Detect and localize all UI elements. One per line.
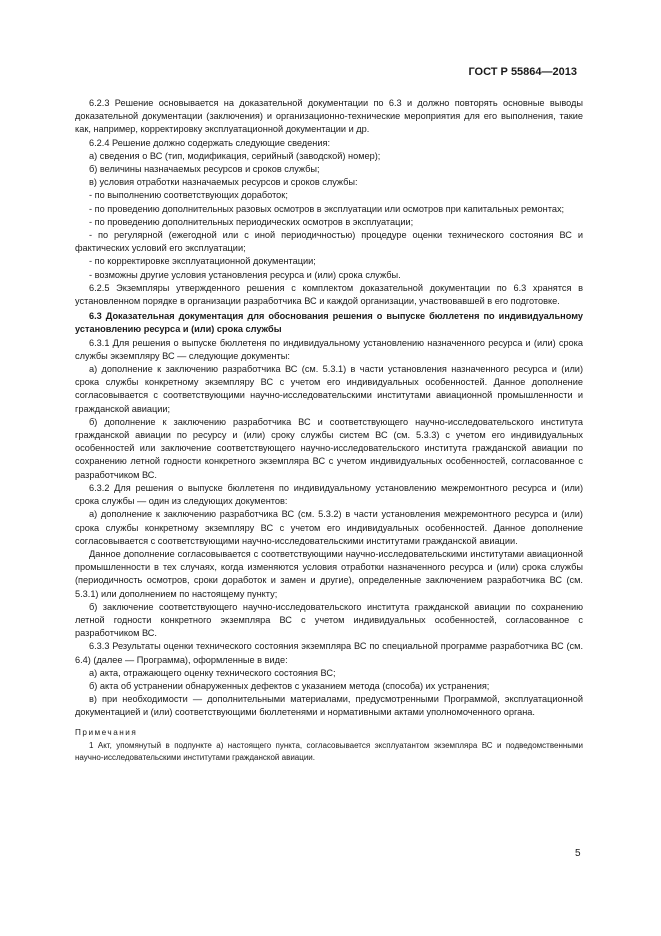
list-item: а) дополнение к заключению разработчика ВС (см. 5.3.2) в части установления межремонтного ресурса и (или) срока службы конкретному экземпляру ВС с учетом его индивидуальных особенностей. Данное дополнение согласовывается с соответствующими научно-исследовательскими институтами гражданской авиации.: [75, 509, 583, 546]
list-item: - по проведению дополнительных периодических осмотров в эксплуатации;: [89, 216, 414, 227]
list-item: в) условия отработки назначаемых ресурсов и сроков службы:: [89, 177, 358, 188]
list-item: а) сведения о ВС (тип, модификация, серийный (заводской) номер);: [89, 150, 381, 161]
list-item: б) дополнение к заключению разработчика ВС и соответствующего научно-исследовательского института гражданской авиации по ресурсу и (или) сроку службы систем ВС (см. 5.3.3) с учетом его индивидуальных особенностей или заключение соответствующего научно-исследовательского института гражданской авиации по сохранению летной годности конкретного экземпляра ВС с учетом индивидуальных особенностей, согласованное с разработчиком ВС.: [75, 416, 583, 480]
paragraph: Данное дополнение согласовывается с соответствующими научно-исследовательскими институтами авиационной промышленности в тех случаях, когда изменяются условия отработки назначенного ресурса и (или) срока службы (периодичность осмотров, сроки доработок и замен и другие), определенные заключением разработчика ВС (см. 5.3.1) или дополнением по настоящему пункту;: [75, 548, 583, 599]
note-item: 1 Акт, упомянутый в подпункте а) настоящего пункта, согласовывается эксплуатантом экземпляра ВС и подведомственными научно-исследовательскими институтами гражданской авиации.: [75, 740, 583, 762]
paragraph-6-2-4: 6.2.4 Решение должно содержать следующие сведения:: [89, 137, 331, 148]
list-item: - по проведению дополнительных разовых осмотров в эксплуатации или осмотров при капитальных ремонтах;: [89, 203, 565, 214]
paragraph-6-3-2: 6.3.2 Для решения о выпуске бюллетеня по индивидуальному установлению межремонтного ресурса и (или) срока службы — один из следующих документов:: [75, 482, 583, 507]
document-body: [75, 97, 583, 764]
paragraph-6-2-5: 6.2.5 Экземпляры утвержденного решения с комплектом доказательной документации по 6.3 хранятся в установленном порядке в организации разработчика ВС и каждой организации, участвовавшей в его подготовке.: [75, 282, 583, 307]
list-item: б) величины назначаемых ресурсов и сроков службы;: [89, 164, 320, 175]
list-item: - по корректировке эксплуатационной документации;: [89, 256, 316, 267]
section-heading-6-3: 6.3 Доказательная документация для обоснования решения о выпуске бюллетеня по индивидуальному установлению ресурса и (или) срока службы: [75, 311, 583, 335]
list-item: - по регулярной (ежегодной или с иной периодичностью) процедуре оценки технического состояния ВС и фактических условий его эксплуатации;: [75, 230, 583, 254]
list-item: б) заключение соответствующего научно-исследовательского института гражданской авиации по сохранению летной годности конкретного экземпляра ВС с учетом индивидуальных особенностей, согласованное с разработчиком ВС.: [75, 601, 583, 639]
page-number: 5: [575, 848, 581, 859]
paragraph-6-2-3: 6.2.3 Решение основывается на доказательной документации по 6.3 и должно повторять основные выводы доказательной документации (заключения) и организационно-технические мероприятия для его выполнения, такие как, например, корректировку эксплуатационной документации и др.: [75, 98, 583, 135]
list-item: - возможны другие условия установления ресурса и (или) срока службы.: [89, 269, 401, 280]
list-item: б) акта об устранении обнаруженных дефектов с указанием метода (способа) их устранения;: [89, 680, 490, 691]
notes-title: Примечания: [75, 727, 138, 737]
paragraph-6-3-3: 6.3.3 Результаты оценки технического состояния экземпляра ВС по специальной программе разработчика ВС (см. 6.4) (далее — Программа), оформленные в виде:: [75, 641, 583, 665]
list-item: а) дополнение к заключению разработчика ВС (см. 5.3.1) в части установления назначенного ресурса и (или) срока службы конкретному экземпляру ВС с учетом его индивидуальных особенностей. Данное дополнение согласовывается с соответствующими научно-исследовательскими институтами авиационной промышленности и гражданской авиации;: [75, 364, 583, 414]
list-item: - по выполнению соответствующих доработок;: [89, 190, 288, 201]
paragraph-6-3-1: 6.3.1 Для решения о выпуске бюллетеня по индивидуальному установлению назначенного ресурса и (или) срока службы экземпляру ВС — следующие документы:: [75, 337, 583, 361]
document-header: ГОСТ Р 55864—2013: [468, 66, 577, 78]
list-item: а) акта, отражающего оценку технического состояния ВС;: [89, 667, 336, 678]
list-item: в) при необходимости — дополнительными материалами, предусмотренными Программой, эксплуатационной документацией и (или) соответствующими бюллетенями и нормативными актами уполномоченного органа.: [75, 694, 583, 718]
